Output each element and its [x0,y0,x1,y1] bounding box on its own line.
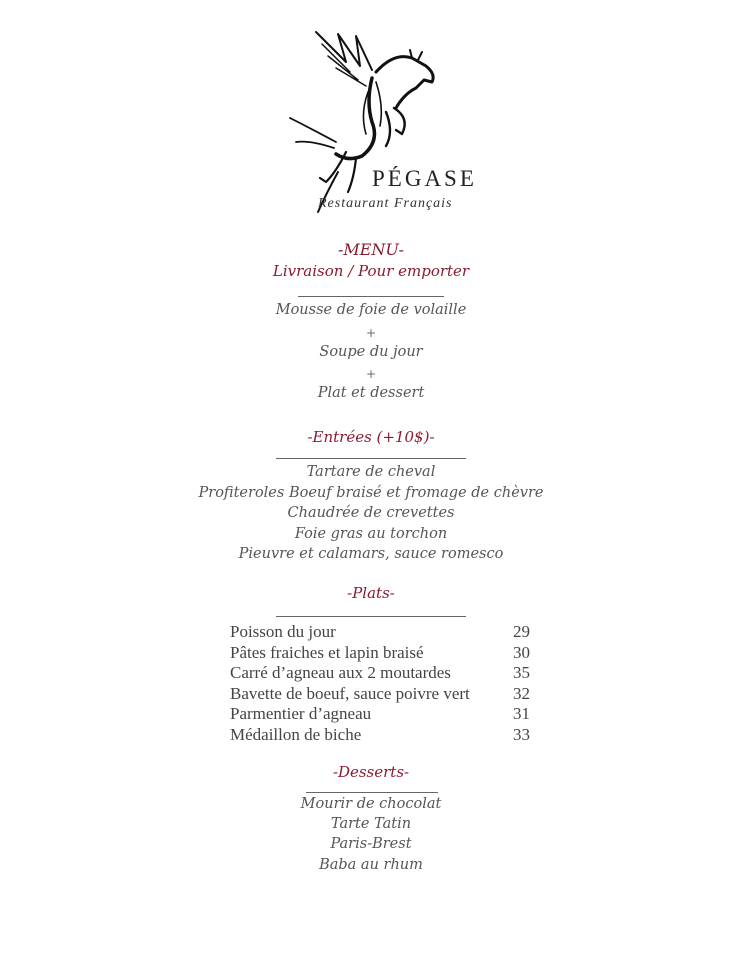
list-item [230,663,530,684]
entree-item: Pieuvre et calamars, sauce romesco [238,546,504,562]
menu-heading: -MENU- [337,240,405,259]
brand-subtitle: Restaurant Français [318,196,453,211]
logo [276,22,476,222]
plat-name: Poisson du jour [230,622,336,641]
list-item [230,725,530,746]
dessert-item: Paris-Brest [330,836,412,852]
list-item [230,684,530,705]
dessert-item: Mourir de chocolat [300,796,442,812]
dessert-item: Tarte Tatin [330,816,412,832]
menu-course-3: Plat et dessert [317,385,425,401]
menu-plus-1: + [365,326,377,340]
plat-name: Médaillon de biche [230,724,362,744]
menu-subheading: Livraison / Pour emporter [272,262,470,280]
entree-item: Chaudrée de crevettes [287,505,455,521]
plat-price: 32 [513,683,530,703]
plat-price: 31 [513,704,530,724]
plat-price: 35 [513,663,530,683]
desserts-heading: -Desserts- [332,763,410,781]
brand-name: PÉGASE [372,166,477,191]
list-item [230,622,530,643]
menu-course-2: Soupe du jour [319,344,423,360]
plat-name: Carré d’agneau aux 2 moutardes [230,663,451,683]
plat-price: 33 [513,724,530,744]
plats-divider [276,616,466,617]
entree-item: Profiteroles Boeuf braisé et fromage de chèvre [198,485,544,501]
list-item [230,643,530,664]
pegasus-icon [276,22,476,222]
menu-plus-2: + [365,367,377,381]
menu-course-1: Mousse de foie de volaille [275,302,467,318]
desserts-divider [306,792,438,793]
entrees-divider [276,458,466,459]
plats-list [230,622,530,746]
list-item [230,704,530,725]
plat-price: 30 [513,642,530,662]
plat-name: Parmentier d’agneau [230,704,372,724]
plats-heading: -Plats- [347,584,395,602]
plat-price: 29 [513,622,530,641]
menu-divider [298,296,444,297]
entrees-heading: -Entrées (+10$)- [307,428,435,446]
plat-name: Pâtes fraiches et lapin braisé [230,642,424,662]
entree-item: Foie gras au torchon [294,526,448,542]
entree-item: Tartare de cheval [306,464,436,480]
dessert-item: Baba au rhum [319,857,423,873]
plat-name: Bavette de boeuf, sauce poivre vert [230,683,470,703]
